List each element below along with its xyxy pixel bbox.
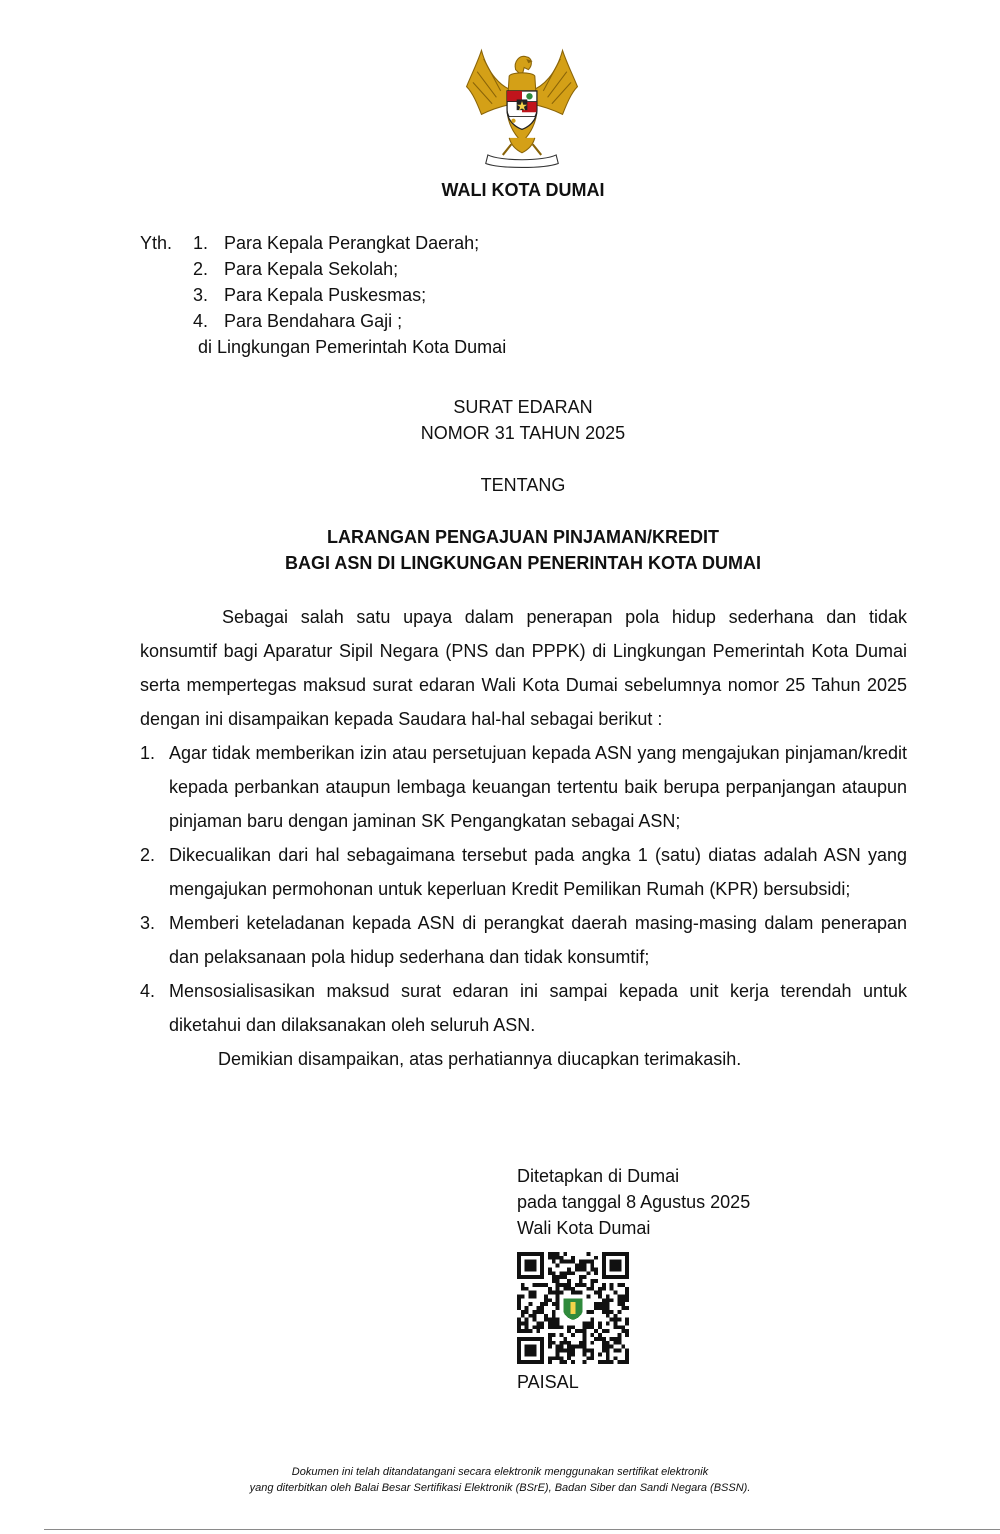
list-item-text: Agar tidak memberikan izin atau persetujuan kepada ASN yang mengajukan pinjaman/kredit kepada perbankan ataupun lembaga keuangan tertentu baik berupa perpanjangan ataupun pinjaman baru dengan jaminan SK Pengangkatan sebagai ASN; bbox=[169, 743, 907, 831]
signature-place: Ditetapkan di Dumai bbox=[517, 1166, 680, 1186]
list-item-text: Mensosialisasikan maksud surat edaran ini sampai kepada unit kerja terendah untuk diketahui dan dilaksanakan oleh seluruh ASN. bbox=[169, 981, 907, 1035]
list-item bbox=[140, 906, 907, 974]
recipient-location: di Lingkungan Pemerintah Kota Dumai bbox=[198, 337, 507, 357]
recipient-text: Para Kepala Perangkat Daerah; bbox=[224, 233, 480, 253]
list-item-text: Dikecualikan dari hal sebagaimana tersebut pada angka 1 (satu) diatas adalah ASN yang mengajukan permohonan untuk keperluan Kredit Pemilikan Rumah (KPR) bersubsidi; bbox=[169, 845, 907, 899]
list-item-number: 4. bbox=[140, 981, 156, 1001]
recipient-text: Para Bendahara Gaji ; bbox=[224, 311, 403, 331]
signature-date: pada tanggal 8 Agustus 2025 bbox=[517, 1192, 751, 1212]
list-item-number: 2. bbox=[140, 845, 156, 865]
recipient-text: Para Kepala Sekolah; bbox=[224, 259, 399, 279]
salutation: Yth. bbox=[140, 233, 173, 253]
recipient-text: Para Kepala Puskesmas; bbox=[224, 285, 427, 305]
list-item bbox=[140, 974, 907, 1042]
recipient-number: 4. bbox=[193, 311, 209, 331]
list-item-number: 3. bbox=[140, 913, 156, 933]
document-body bbox=[140, 600, 907, 1076]
about-label: TENTANG bbox=[480, 475, 566, 495]
list-item bbox=[140, 736, 907, 838]
list-item bbox=[140, 838, 907, 906]
signature-position: Wali Kota Dumai bbox=[517, 1218, 651, 1238]
recipient-number: 2. bbox=[193, 259, 209, 279]
instruction-list bbox=[140, 736, 907, 1042]
closing-paragraph: Demikian disampaikan, atas perhatiannya diucapkan terimakasih. bbox=[218, 1049, 742, 1069]
signer-name: PAISAL bbox=[517, 1372, 579, 1392]
document-type: SURAT EDARAN bbox=[453, 397, 593, 417]
e-signature-note bbox=[0, 1464, 1000, 1496]
document-issuer: WALI KOTA DUMAI bbox=[441, 180, 605, 200]
intro-paragraph: Sebagai salah satu upaya dalam penerapan pola hidup sederhana dan tidak konsumtif bagi Aparatur Sipil Negara (PNS dan PPPK) di Lingkungan Pemerintah Kota Dumai serta mempertegas maksud surat edaran Wali Kota Dumai sebelumnya nomor 25 Tahun 2025 dengan ini disampaikan kepada Saudara hal-hal sebagai berikut : bbox=[140, 607, 907, 729]
bottom-divider bbox=[44, 1529, 1000, 1530]
list-item-text: Memberi keteladanan kepada ASN di perangkat daerah masing-masing dalam penerapan dan pelaksanaan pola hidup sederhana dan tidak konsumtif; bbox=[169, 913, 907, 967]
subject-line-1: LARANGAN PENGAJUAN PINJAMAN/KREDIT bbox=[326, 527, 720, 547]
qr-code-icon bbox=[517, 1252, 629, 1364]
garuda-emblem-icon bbox=[458, 44, 586, 172]
signature-block bbox=[517, 1163, 750, 1241]
recipient-number: 3. bbox=[193, 285, 209, 305]
subject-line-2: BAGI ASN DI LINGKUNGAN PENERINTAH KOTA DUMAI bbox=[285, 553, 761, 573]
footer-line-2: yang diterbitkan oleh Balai Besar Sertifikasi Elektronik (BSrE), Badan Siber dan Sandi Negara (BSSN). bbox=[249, 1482, 751, 1494]
document-number: NOMOR 31 TAHUN 2025 bbox=[420, 423, 626, 443]
list-item-number: 1. bbox=[140, 743, 156, 763]
recipient-number: 1. bbox=[193, 233, 209, 253]
footer-line-1: Dokumen ini telah ditandatangani secara elektronik menggunakan sertifikat elektronik bbox=[291, 1466, 709, 1478]
